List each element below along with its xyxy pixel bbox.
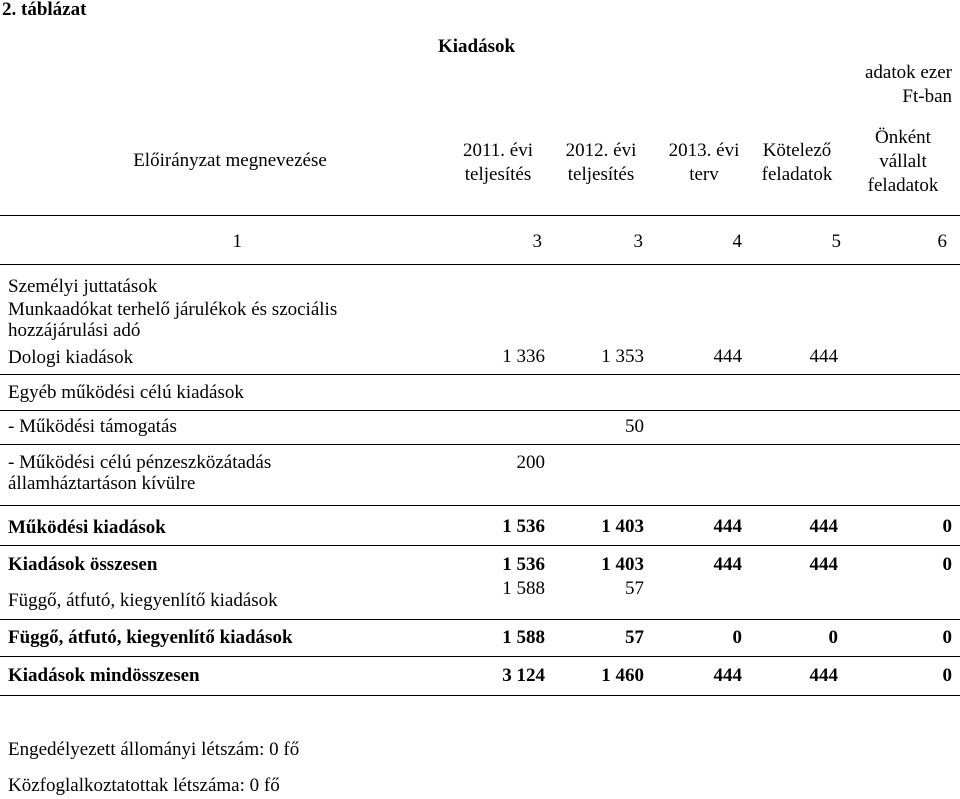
row-label: - Működési célú pénzeszközátadás államháztartáson kívülre bbox=[8, 452, 272, 494]
cell-2011: 1 536 bbox=[502, 554, 545, 575]
row-label: Függő, átfutó, kiegyenlítő kiadások bbox=[8, 627, 293, 648]
cell-mandatory: 444 bbox=[809, 665, 838, 686]
divider-line bbox=[0, 656, 960, 657]
header-2012: 2012. évi teljesítés bbox=[565, 140, 637, 185]
cell-2012: 57 bbox=[625, 627, 644, 648]
row-label: Függő, átfutó, kiegyenlítő kiadások bbox=[8, 590, 278, 611]
row-label: Kiadások összesen bbox=[8, 554, 158, 575]
cell-2013: 444 bbox=[713, 554, 742, 575]
cell-2012: 1 460 bbox=[601, 665, 644, 686]
cell-mandatory: 444 bbox=[809, 346, 838, 367]
divider-line bbox=[0, 505, 960, 506]
cell-mandatory: 444 bbox=[809, 554, 838, 575]
header-2011: 2011. évi teljesítés bbox=[462, 140, 533, 185]
cell-voluntary: 0 bbox=[942, 627, 952, 648]
cell-2011: 200 bbox=[516, 452, 545, 473]
cell-voluntary: 0 bbox=[942, 665, 952, 686]
divider-line bbox=[0, 619, 960, 620]
cell-2013: 0 bbox=[732, 627, 742, 648]
table-number: 2. táblázat bbox=[2, 0, 87, 20]
cell-2012: 50 bbox=[625, 416, 644, 437]
staff-count-note: Engedélyezett állományi létszám: 0 fő bbox=[8, 739, 300, 760]
header-voluntary: Önként vállalt feladatok bbox=[867, 127, 939, 196]
cell-2011: 1 588 bbox=[502, 578, 545, 599]
header-divider bbox=[0, 215, 960, 216]
cell-2013: 444 bbox=[713, 665, 742, 686]
cell-2011: 1 336 bbox=[502, 346, 545, 367]
row-label: Munkaadókat terhelő járulékok és szociális hozzájárulási adó bbox=[8, 299, 338, 341]
divider-line bbox=[0, 374, 960, 375]
cell-mandatory: 0 bbox=[828, 627, 838, 648]
cell-mandatory: 444 bbox=[809, 516, 838, 537]
row-label: Személyi juttatások bbox=[8, 276, 158, 297]
cell-2013: 444 bbox=[713, 346, 742, 367]
row-label: Kiadások mindösszesen bbox=[8, 665, 200, 686]
header-2013: 2013. évi terv bbox=[668, 140, 740, 185]
cell-2013: 444 bbox=[713, 516, 742, 537]
cell-voluntary: 0 bbox=[942, 554, 952, 575]
cell-2012: 1 403 bbox=[601, 516, 644, 537]
divider-line bbox=[0, 264, 960, 265]
cell-2012: 57 bbox=[625, 578, 644, 599]
header-name: Előirányzat megnevezése bbox=[133, 150, 327, 171]
col-number: 6 bbox=[937, 231, 947, 252]
cell-2012: 1 403 bbox=[601, 554, 644, 575]
row-label: Működési kiadások bbox=[8, 517, 166, 538]
divider-line bbox=[0, 410, 960, 411]
row-label: Dologi kiadások bbox=[8, 347, 134, 368]
divider-line bbox=[0, 444, 960, 445]
public-workers-note: Közfoglalkoztatottak létszáma: 0 fő bbox=[8, 775, 280, 796]
table-bottom-line bbox=[0, 695, 960, 696]
header-mandatory: Kötelező feladatok bbox=[761, 140, 833, 185]
cell-voluntary: 0 bbox=[942, 516, 952, 537]
col-number: 1 bbox=[232, 231, 242, 252]
cell-2011: 3 124 bbox=[502, 665, 545, 686]
cell-2012: 1 353 bbox=[601, 346, 644, 367]
col-number: 4 bbox=[732, 231, 742, 252]
row-label: Egyéb működési célú kiadások bbox=[8, 382, 244, 403]
unit-note-line2: Ft-ban bbox=[902, 86, 952, 107]
cell-2011: 1 588 bbox=[502, 627, 545, 648]
cell-2011: 1 536 bbox=[502, 516, 545, 537]
divider-line bbox=[0, 545, 960, 546]
unit-note-line1: adatok ezer bbox=[864, 62, 952, 83]
page-title: Kiadások bbox=[438, 36, 516, 57]
col-number: 5 bbox=[831, 231, 841, 252]
col-number: 3 bbox=[633, 231, 643, 252]
col-number: 3 bbox=[532, 231, 542, 252]
row-label: - Működési támogatás bbox=[8, 416, 177, 437]
